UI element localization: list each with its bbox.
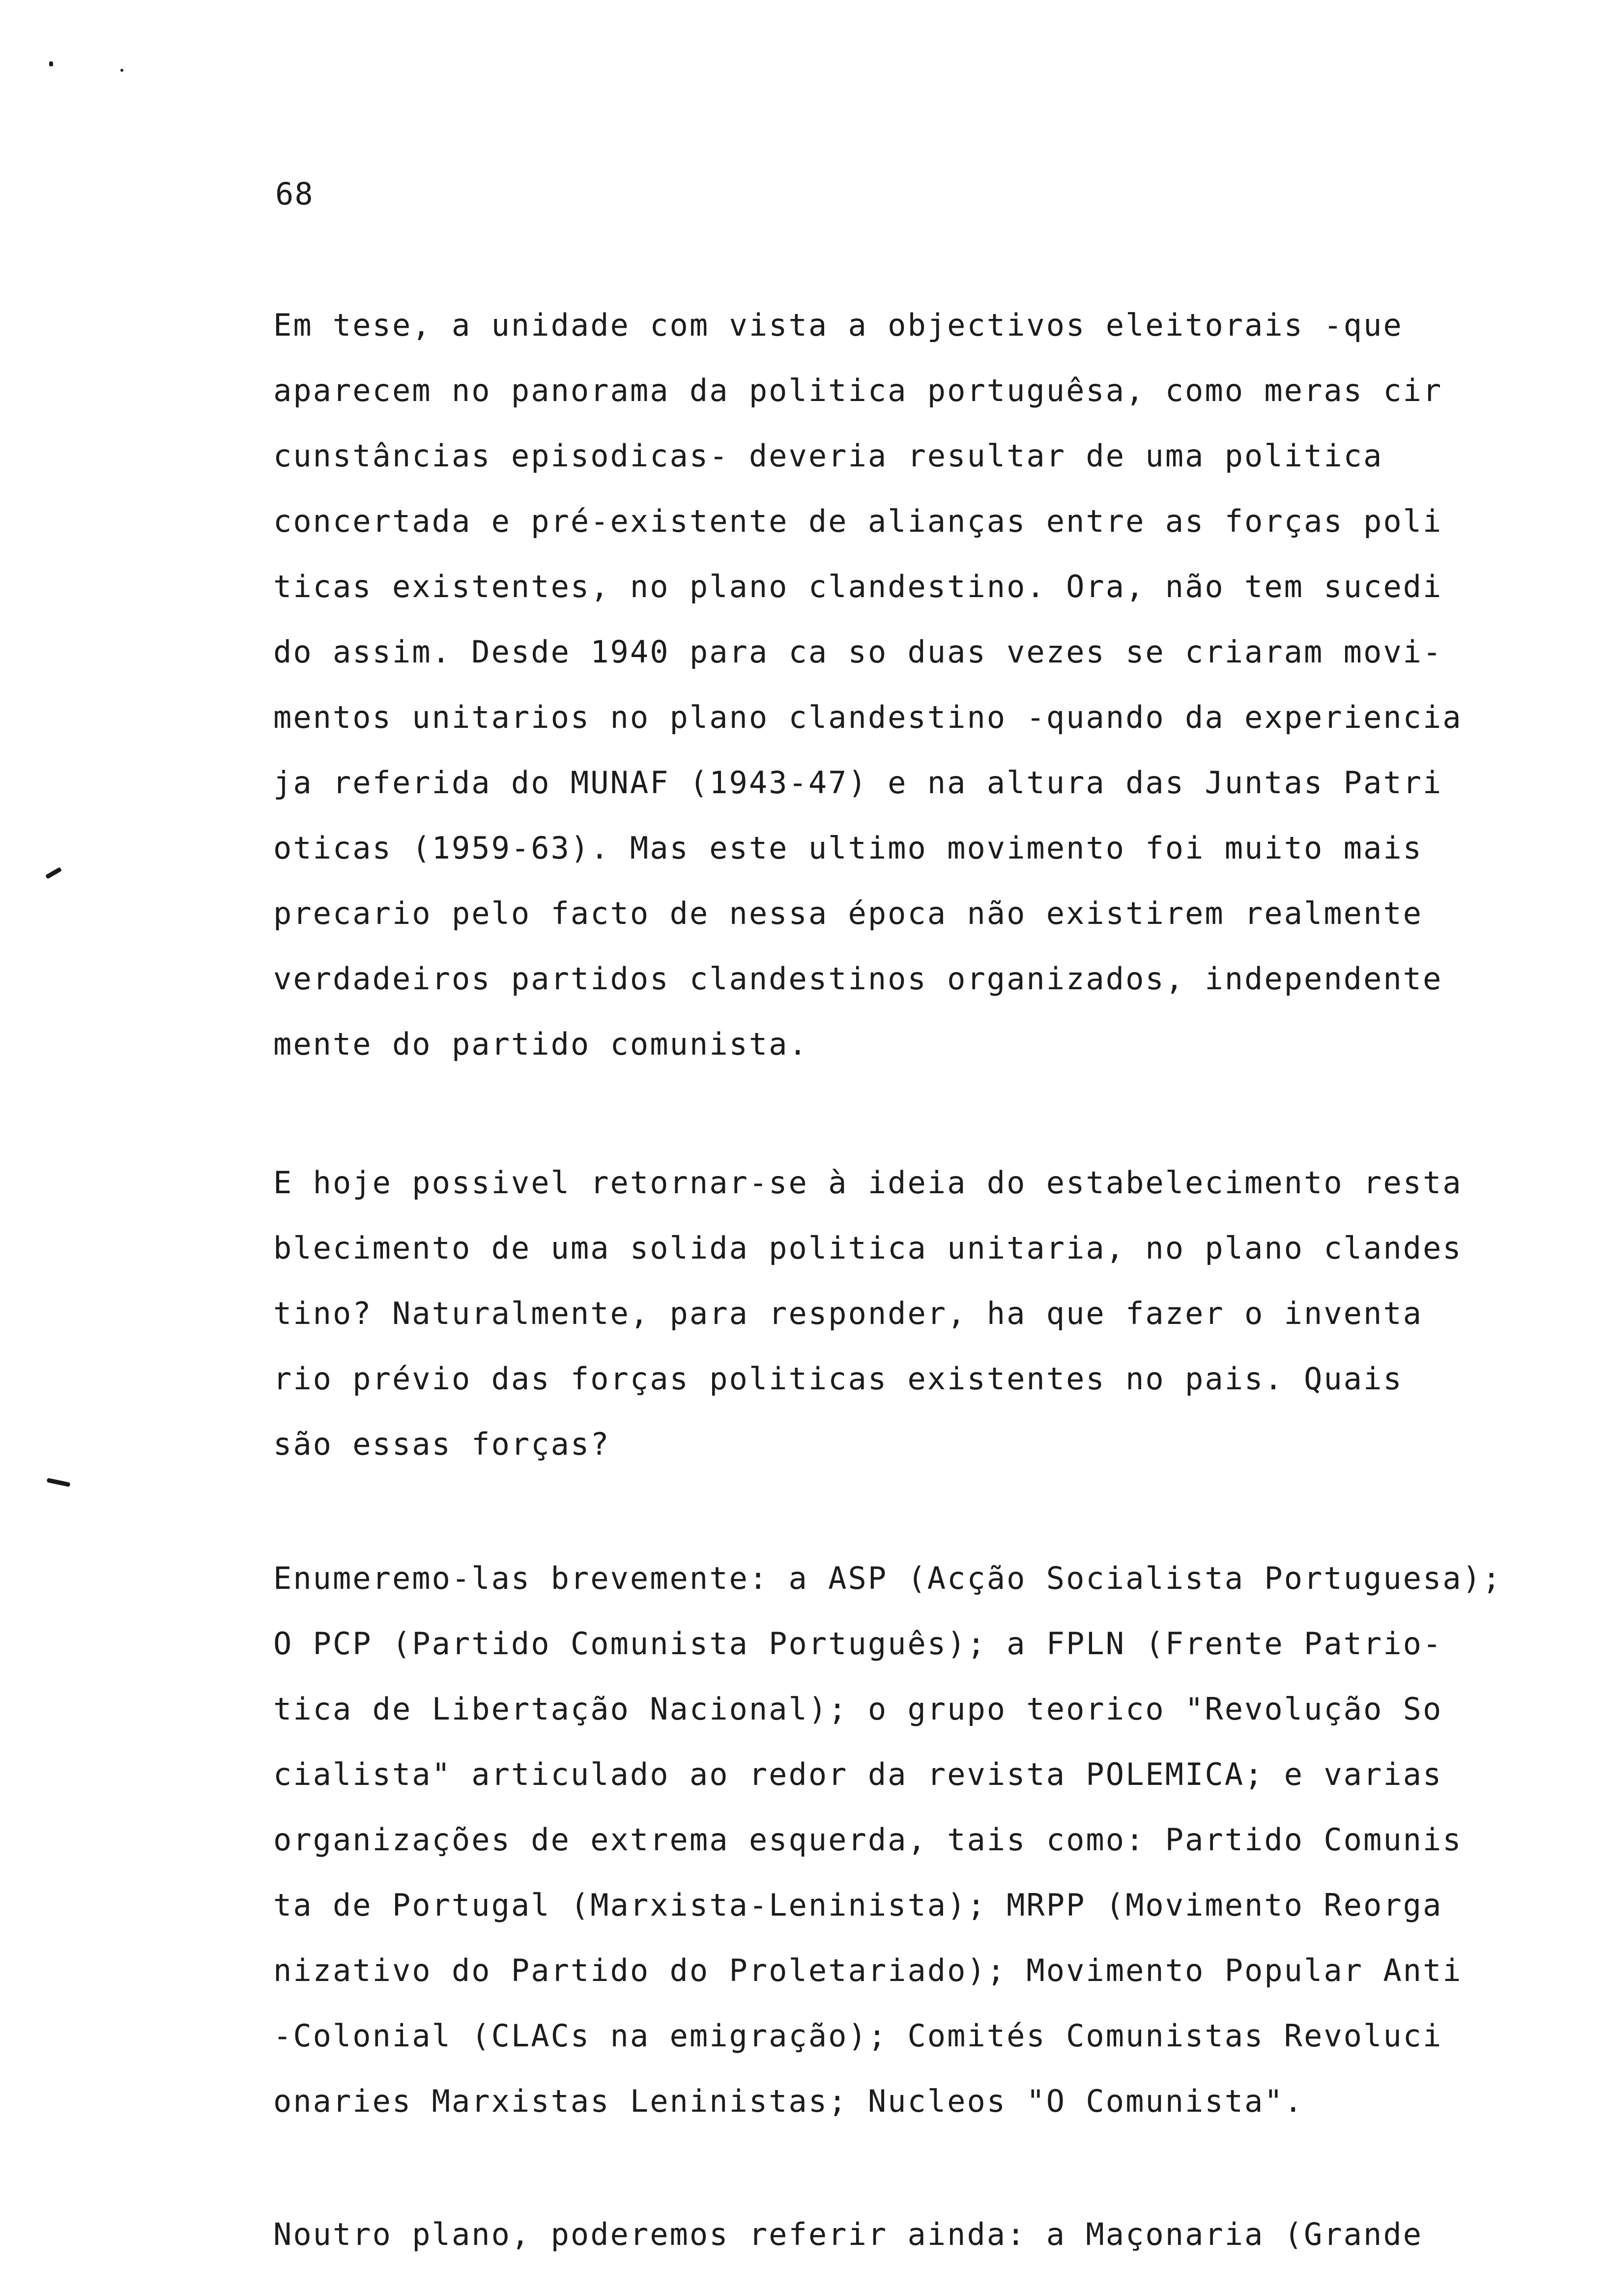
page-number: 68 bbox=[275, 176, 314, 212]
text-line: Noutro plano, poderemos referir ainda: a Maçonaria (Grande bbox=[273, 2216, 1423, 2252]
scan-speck bbox=[49, 61, 53, 66]
text-line: Em tese, a unidade com vista a objectivos eleitorais -que bbox=[273, 307, 1403, 343]
text-line: cunstâncias episodicas- deveria resultar de uma politica bbox=[273, 438, 1383, 474]
text-line: Enumeremo-las brevemente: a ASP (Acção Socialista Portuguesa); bbox=[273, 1560, 1502, 1596]
text-line: concertada e pré-existente de alianças entre as forças poli bbox=[273, 503, 1443, 539]
margin-mark bbox=[47, 1478, 71, 1487]
text-line: O PCP (Partido Comunista Português); a FPLN (Frente Patrio- bbox=[273, 1626, 1443, 1662]
text-line: mente do partido comunista. bbox=[273, 1026, 808, 1062]
margin-mark bbox=[45, 867, 62, 879]
paragraph-3 bbox=[273, 1546, 1502, 2134]
paragraph-1 bbox=[273, 292, 1472, 1077]
text-line: precario pelo facto de nessa época não existirem realmente bbox=[273, 895, 1423, 931]
text-line: rio prévio das forças politicas existentes no pais. Quais bbox=[273, 1361, 1403, 1397]
text-line: nizativo do Partido do Proletariado); Movimento Popular Anti bbox=[273, 1952, 1463, 1988]
text-line: mentos unitarios no plano clandestino -quando da experiencia bbox=[273, 699, 1463, 735]
text-line: tica de Libertação Nacional); o grupo teorico "Revolução So bbox=[273, 1691, 1443, 1727]
paragraph-4 bbox=[273, 2202, 1472, 2267]
paragraph-2 bbox=[273, 1150, 1472, 1477]
text-line: verdadeiros partidos clandestinos organizados, independente bbox=[273, 961, 1443, 997]
text-line: ja referida do MUNAF (1943-47) e na altura das Juntas Patri bbox=[273, 765, 1443, 801]
text-line: ta de Portugal (Marxista-Leninista); MRPP (Movimento Reorga bbox=[273, 1887, 1443, 1923]
text-line: organizações de extrema esquerda, tais como: Partido Comunis bbox=[273, 1822, 1463, 1858]
text-line: tino? Naturalmente, para responder, ha que fazer o inventa bbox=[273, 1295, 1423, 1331]
scan-speck bbox=[120, 69, 123, 72]
text-line: são essas forças? bbox=[273, 1426, 610, 1462]
text-line: oticas (1959-63). Mas este ultimo movimento foi muito mais bbox=[273, 830, 1423, 866]
text-line: aparecem no panorama da politica portuguêsa, como meras cir bbox=[273, 373, 1443, 408]
text-line: onaries Marxistas Leninistas; Nucleos "O Comunista". bbox=[273, 2083, 1304, 2119]
text-line: blecimento de uma solida politica unitaria, no plano clandes bbox=[273, 1230, 1463, 1266]
text-line: do assim. Desde 1940 para ca so duas vezes se criaram movi- bbox=[273, 634, 1443, 670]
text-line: E hoje possivel retornar-se à ideia do estabelecimento resta bbox=[273, 1165, 1463, 1201]
text-line: -Colonial (CLACs na emigração); Comités Comunistas Revoluci bbox=[273, 2018, 1443, 2054]
text-line: cialista" articulado ao redor da revista POLEMICA; e varias bbox=[273, 1756, 1443, 1792]
text-line: ticas existentes, no plano clandestino. Ora, não tem sucedi bbox=[273, 569, 1443, 604]
